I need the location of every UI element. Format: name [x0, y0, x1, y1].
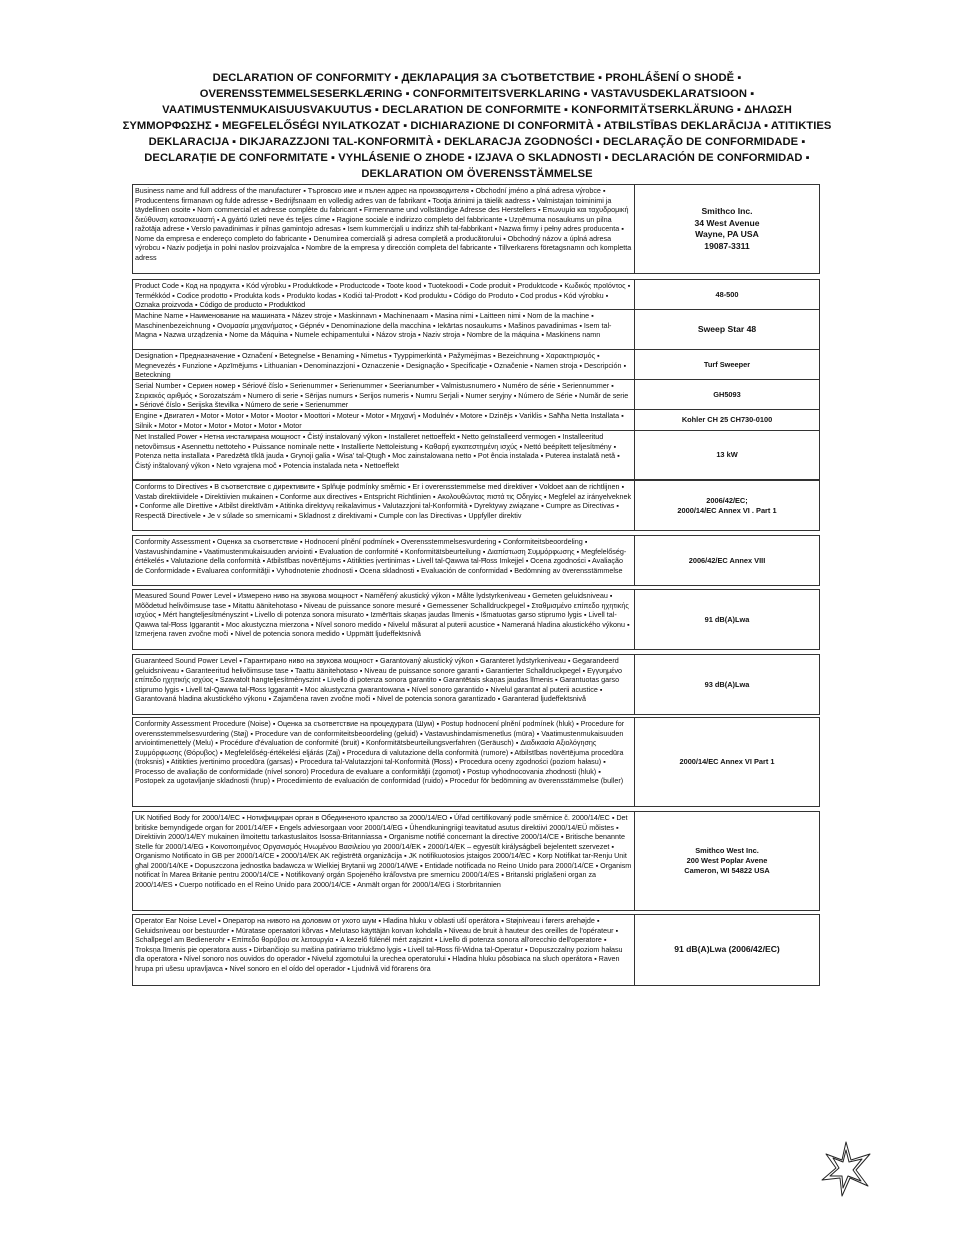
manufacturer-address: [635, 185, 819, 273]
product-table: [132, 279, 820, 480]
manufacturer-name: Smithco Inc.: [701, 206, 753, 216]
noise-procedure-row: [133, 718, 819, 806]
directive-noise: 2000/14/EC Annex VI . Part 1: [677, 505, 777, 515]
designation-value: Turf Sweeper: [703, 359, 751, 369]
guaranteed-sound-table: [132, 654, 820, 715]
directives-value: [635, 481, 819, 530]
manufacturer-row: [133, 185, 819, 273]
notified-body-name: Smithco West Inc.: [695, 846, 759, 855]
engine-row: [133, 409, 819, 430]
notified-body-label: UK Notified Body for 2000/14/EC ▪ Нотифициран орган в Обединеното кралство за 2000/14/ЕО ▪ Úřad certifikovaný podle směrnice č. 2000/14/EC ▪ Det britiske bemyndigede organ for 2001/14/EF ▪ Engels adviesorgaan voor 2000/14/EG ▪ Ühendkuningriigi teavitatud asutus direktiivi 2000/14/EÜ mõistes ▪ Direktiivin 2000/14/EY mukainen ilmoitettu tarkastuslaitos Isossa-Britanniassa ▪ Organisme notifié concernant la directive 2000/14/CE ▪ Britische benannte Stelle für 2000/14/EG ▪ Κοινοποιημένος Οργανισμός Ηνωμένου Βασιλείου για 2000/14/EK ▪ 2000/14/EK – egyesült királyságbeli bejelentett szervezet ▪ Organismo Notificato in GB per 2000/14/CE ▪ 2000/14/EK AK reģistrētā organizācija ▪ JK notifikuotosios įstaigos 2000/14/EC ▪ Korp Notifikat tar-Renju Unit għal 2000/14/KE ▪ Dopuszczona jednostka badawcza w Wielkiej Brytanii wg 2000/14/WE ▪ Entidade notificada no Reino Unido para 2000/14/CE ▪ Organism notificat în Marea Britanie pentru 2000/14/CE ▪ Notifikovaný orgán Spojeného kráľovstva pre smernicu 2000/14/ES ▪ Britanski priglašeni organ za 2000/14/ES ▪ Cuerpo notificado en el Reino Unido para 2000/14/CE ▪ Anmält organ för 2000/14/EG i Storbritannien: [133, 812, 635, 910]
document-title: DECLARATION OF CONFORMITY ▪ ДЕКЛАРАЦИЯ ЗА СЪОТВЕТСТВИЕ ▪ PROHLÁŠENÍ O SHODĚ ▪ OVERENSSTEMMELSESERKLÆRING ▪ CONFORMITEITSVERKLARING ▪ VASTAVUSDEKLARATSIOON ▪ VAATIMUSTENMUKAISUUSVAKUUTUS ▪ DECLARATION DE CONFORMITE ▪ KONFORMITÄTSERKLÄRUNG ▪ ΔΗΛΩΣΗ ΣΥΜΜΟΡΦΩΣΗΣ ▪ MEGFELELŐSÉGI NYILATKOZAT ▪ DICHIARAZIONE DI CONFORMITÀ ▪ ATBILSTĪBAS DEKLARĀCIJA ▪ ATITIKTIES DEKLARACIJA ▪ DIKJARAZZJONI TAL-KONFORMITÀ ▪ DEKLARACJA ZGODNOŚCI ▪ DECLARAÇÃO DE CONFORMIDADE ▪ DECLARAȚIE DE CONFORMITATE ▪ VYHLÁSENIE O ZHODE ▪ IZJAVA O SKLADNOSTI ▪ DECLARACIÓN DE CONFORMIDAD ▪ DEKLARATION OM ÖVERENSSTÄMMELSE: [122, 72, 832, 180]
operator-noise-row: [133, 915, 819, 985]
serial-number-label: Serial Number ▪ Сериен номер ▪ Sériové číslo ▪ Serienummer ▪ Serienummer ▪ Seerianumber ▪ Valmistusnumero ▪ Numéro de série ▪ Seriennummer ▪ Σειριακός αριθμός ▪ Sorozatszám ▪ Numero di serie ▪ Sērijas numurs ▪ Serijos numeris ▪ Numru Serjali ▪ Numer seryjny ▪ Número de Série ▪ Număr de serie ▪ Sériové číslo ▪ Serijska številka ▪ Número de serie ▪ Serienummer: [133, 380, 635, 409]
directives-row: [133, 481, 819, 530]
guaranteed-sound-value: 93 dB(A)Lwa: [704, 679, 750, 689]
product-code-value: 48-500: [715, 289, 739, 299]
noise-procedure-table: [132, 717, 820, 807]
assessment-label: Conformity Assessment ▪ Оценка за съответствие ▪ Hodnocení plnění podmínek ▪ Overensstemmelsesvurdering ▪ Conformiteitsbeoordeling ▪ Vastavushindamine ▪ Vaatimustenmukaisuuden arviointi ▪ Evaluation de conformité ▪ Konformitätsbeurteilung ▪ Διαπίστωση Συμμόρφωσης ▪ Megfelelőség-értékelés ▪ Valutazione della conformità ▪ Atbilstības novērtējums ▪ Atitikties įvertinimas ▪ Livell tal-Qawwa tal-Ħoss Imkejjel ▪ Ocena zgodności ▪ Avaliação de Conformidade ▪ Evaluarea conformităţii ▪ Vyhodnotenie zhodnosti ▪ Ocena skladnosti ▪ Evaluación de conformidad ▪ Bedömning av överensstämmelse: [133, 536, 635, 585]
assessment-table: [132, 535, 820, 586]
designation-label: Designation ▪ Предназначение ▪ Označení ▪ Betegnelse ▪ Benaming ▪ Nimetus ▪ Tyyppimerkintä ▪ Pažymėjimas ▪ Bezeichnung ▪ Χαρακτηρισμός ▪ Megnevezés ▪ Funzione ▪ Apzīmējums ▪ Lithuanian ▪ Denominazzjoni ▪ Oznaczenie ▪ Designação ▪ Specificaţie ▪ Označenie ▪ Namen stroja ▪ Descripción ▪ Beteckning: [133, 350, 635, 379]
assessment-value: 2006/42/EC Annex VIII: [688, 555, 766, 565]
operator-noise-value: 91 dB(A)Lwa (2006/42/EC): [674, 944, 780, 955]
manufacturer-label: Business name and full address of the manufacturer ▪ Търговско име и пълен адрес на производителя ▪ Obchodní jméno a plná adresa výrobce ▪ Producentens firmanavn og fulde adresse ▪ Bedrijfsnaam en volledig adres van de fabrikant ▪ Tootja ärinimi ja täielik aadress ▪ Valmistajan toiminimi ja täydellinen osoite ▪ Nom commercial et adresse complète du fabricant ▪ Firmenname und vollständige Adresse des Herstellers ▪ Επωνυμία και ταχυδρομική διεύθυνση κατασκευαστή ▪ A gyártó üzleti neve és teljes címe ▪ Ragione sociale e indirizzo completo del fabbricante ▪ Uzņēmuma nosaukums un pilna ražotāja adrese ▪ Verslo pavadinimas ir pilnas gamintojo adresas ▪ Isem kummerċjali u indirizz sħiħ tal-fabbrikant ▪ Nazwa firmy i pełny adres producenta ▪ Nome da empresa e endereço completo do fabricante ▪ Denumirea comercială şi adresa completă a producătorului ▪ Obchodný názov a úplná adresa výrobcu ▪ Naziv podjetja in polni naslov proizvajalca ▪ Nombre de la empresa y dirección completa del fabricante ▪ Tillverkarens företagsnamn och kompletta adress: [133, 185, 635, 273]
star-logo-icon: [820, 1140, 872, 1198]
noise-procedure-value: 2000/14/EC Annex VI Part 1: [679, 757, 775, 766]
engine-value: Kohler CH 25 CH730-0100: [681, 415, 773, 424]
operator-noise-label: Operator Ear Noise Level ▪ Оператор на нивото на доловим от ухото шум ▪ Hladina hluku v oblasti uší operátora ▪ Støjniveau i førers ørehøjde ▪ Geluidsniveau oor bestuurder ▪ Müratase operaatori kõrvas ▪ Melutaso käyttäjän korvan kohdalla ▪ Niveau de bruit à hauteur des oreilles de l'opérateur ▪ Schallpegel am Bedienerohr ▪ Επίπεδο θορύβου σε λειτουργία ▪ A kezelő fülénél mért zajszint ▪ Livello di potenza sonora all'orecchio dell'operatore ▪ Troksņa līmenis pie operatora auss ▪ Dirbančiojo su mašina patiriamo triukšmo lygis ▪ Livell tal-Ħoss fil-Widna tal-Operatur ▪ Dopuszczalny poziom hałasu dla operatora ▪ Nível sonoro nos ouvidos do operador ▪ Nivelul zgomotului la urechea operatorului ▪ Hladina hluku pôsobiaca na sluch operátora ▪ Raven hrupa pri ušesu upravljavca ▪ Nivel sonoro en el oído del operador ▪ Ljudnivå vid förarens öra: [133, 915, 635, 985]
engine-label: Engine ▪ Двигател ▪ Motor ▪ Motor ▪ Motor ▪ Mootor ▪ Moottori ▪ Moteur ▪ Motor ▪ Μηχανή ▪ Modulnév ▪ Motore ▪ Dzinējs ▪ Variklis ▪ Saħħa Netta Installata ▪ Silnik ▪ Motor ▪ Motor ▪ Motor ▪ Motor ▪ Motor ▪ Motor: [133, 410, 635, 430]
guaranteed-sound-row: [133, 655, 819, 714]
designation-row: [133, 349, 819, 379]
manufacturer-street: 34 West Avenue: [694, 217, 760, 228]
notified-body-table: [132, 811, 820, 911]
net-power-value: 13 kW: [716, 450, 738, 459]
guaranteed-sound-label: Guaranteed Sound Power Level ▪ Гарантирано ниво на звукова мощност ▪ Garantovaný akustický výkon ▪ Garanteret lydstyrkeniveau ▪ Gegarandeerd geluidsniveau ▪ Garanteeritud helivõimsuse tase ▪ Taattu äänitehotaso ▪ Niveau de puissance sonore garanti ▪ Garantierter Schalldruckpegel ▪ Εγγυημένο επίπεδο ηχητικής ισχύος ▪ Szavatolt hangteljesítményszint ▪ Livello di potenza sonora garantito ▪ Garantētais skaņas jaudas līmenis ▪ Garantuotas garso stiprumo lygis ▪ Livell tal-Qawwa tal-Ħoss Iggarantit ▪ Moc akustyczna gwarantowana ▪ Nível sonoro garantido ▪ Nivelul garantat al puterii acustice ▪ Garantovaná hladina akustického výkonu ▪ Zajamčena raven zvočne moči ▪ Nivel de potencia sonora garantizado ▪ Garanterad ljudeffektsnivå: [133, 655, 635, 714]
machine-name-label: Machine Name ▪ Наименование на машината ▪ Název stroje ▪ Maskinnavn ▪ Machinenaam ▪ Masina nimi ▪ Laitteen nimi ▪ Nom de la machine ▪ Maschinenbezeichnung ▪ Ονομασία μηχανήματος ▪ Gépnév ▪ Denominazione della macchina ▪ Iekārtas nosaukums ▪ Mašinos pavadinimas ▪ Isem tal-Magna ▪ Nazwa urządzenia ▪ Nome da Máquina ▪ Numele echipamentului ▪ Názov stroja ▪ Naziv stroja ▪ Nombre de la máquina ▪ Maskinens namn: [133, 310, 635, 349]
net-power-row: [133, 430, 819, 479]
serial-number-row: [133, 379, 819, 409]
manufacturer-zip: 19087-3311: [704, 240, 750, 251]
notified-body-row: [133, 812, 819, 910]
net-power-label: Net Installed Power ▪ Нетна инсталирана мощност ▪ Čistý instalovaný výkon ▪ Installeret nettoeffekt ▪ Netto geïnstalleerd vermogen ▪ Installeeritud netovõimsus ▪ Asennettu nettoteho ▪ Puissance nominale nette ▪ Installierte Nettoleistung ▪ Καθαρή εγκατεστημένη ισχύς ▪ Nettó beépített teljesítmény ▪ Potenza netta installata ▪ Paredzētā tīklā jauda ▪ Grynoji galia ▪ Wisa' tal-Qtugħ ▪ Moc zainstalowana netto ▪ Pot ência instalada ▪ Puterea instalată netă ▪ Čistý inštalovaný výkon ▪ Neto vgrajena moč ▪ Potencia instalada neta ▪ Nettoeffekt: [133, 431, 635, 479]
manufacturer-table: [132, 184, 820, 274]
assessment-row: [133, 536, 819, 585]
manufacturer-city: Wayne, PA USA: [695, 229, 759, 239]
measured-sound-label: Measured Sound Power Level ▪ Измерено ниво на звукова мощност ▪ Naměřený akustický výkon ▪ Målte lydstyrkeniveau ▪ Gemeten geluidsniveau ▪ Mõõdetud helivõimsuse tase ▪ Mitattu äänitehotaso ▪ Niveau de puissance sonore mesuré ▪ Gemessener Schalldruckpegel ▪ Σταθμισμένο επίπεδο ηχητικής ισχύος ▪ Mért hangteljesítményszint ▪ Livello di potenza sonora misurato ▪ Izmērītais skaņas jaudas līmenis ▪ Išmatuotas garso stiprumo lygis ▪ Livell tal-Qawwa tal-Ħoss Iggarantit ▪ Moc akustyczna mierzona ▪ Nível sonoro medido ▪ Nivelul măsurat al puterii acustice ▪ Nameraná hladina akustického výkonu ▪ Izmerjena raven zvočne moči ▪ Nivel de potencia sonora medido ▪ Uppmätt ljudeffektsnivå: [133, 590, 635, 649]
noise-procedure-label: Conformity Assessment Procedure (Noise) ▪ Оценка за съответствие на процедурата (Шум) ▪ Postup hodnocení plnění podmínek (hluk) ▪ Procedure for overensstemmelsesvurdering (Støj) ▪ Procedure van de conformiteitsbeoordeling (geluid) ▪ Vastavushindamismenetlus (müra) ▪ Vaatimustenmukaisuuden arviointimenettely (Melu) ▪ Procédure d'évaluation de conformité (bruit) ▪ Konformitätsbeurteilungsverfahren (Geräusch) ▪ Διαδικασία Αξιολόγησης Συμμόρφωσης (Θόρυβος) ▪ Megfelelőség-értékelési eljárás (Zaj) ▪ Procedura di valutazione della conformità (rumore) ▪ Atbilstības novērtējuma procedūra (troksnis) ▪ Atitikties įvertinimo procedūra (garsas) ▪ Procedura tal-Valutazzjoni tal-Konformità (Ħoss) ▪ Procedura oceny zgodności (poziom hałasu) ▪ Processo de avaliação de conformidade (nível sonoro) Procedura de evaluare a conformităţii (zgomot) ▪ Postup vyhodnocovania zhodnosti (hluk) ▪ Postopek za ugotavljanje skladnosti (hrup) ▪ Procedimiento de evaluación de conformidad (ruido) ▪ Procedur för bedömning av överensstämmelse (buller): [133, 718, 635, 806]
measured-sound-row: [133, 590, 819, 649]
directive-machinery: 2006/42/EC;: [706, 495, 748, 505]
machine-name-row: [133, 309, 819, 349]
directives-table: [132, 480, 820, 531]
serial-number-value: GH5093: [713, 389, 741, 399]
measured-sound-table: [132, 589, 820, 650]
notified-body-address: [635, 812, 819, 910]
measured-sound-value: 91 dB(A)Lwa: [704, 614, 750, 624]
notified-body-street: 200 West Poplar Avene: [686, 856, 768, 865]
product-code-label: Product Code ▪ Код на продукта ▪ Kód výrobku ▪ Produktkode ▪ Productcode ▪ Toote kood ▪ Tuotekoodi ▪ Code produit ▪ Produktcode ▪ Κωδικός προϊόντος ▪ Termékkód ▪ Codice prodotto ▪ Produkta kods ▪ Produkto kodas ▪ Kodiċi tal-Prodott ▪ Kod produktu ▪ Código do Produto ▪ Cod produs ▪ Kód výrobku ▪ Oznaka proizvoda ▪ Código de producto ▪ Produktkod: [133, 280, 635, 309]
notified-body-city: Cameron, WI 54822 USA: [684, 866, 770, 875]
operator-noise-table: [132, 914, 820, 986]
directives-label: Conforms to Directives ▪ В съответствие с директивите ▪ Splňuje podmínky směrnic ▪ Er i overensstemmelse med direktiver ▪ Voldoet aan de richtlijnen ▪ Vastab direktiividele ▪ Direktiivien mukainen ▪ Conforme aux directives ▪ Entspricht Richtlinien ▪ Ακολουθώντας πιστά τις Οδηγίες ▪ Megfelel az irányelveknek ▪ Conforme alle Direttive ▪ Atbilst direktīvām ▪ Atitinka direktyvų reikalavimus ▪ Valutazzjoni tal-Konformità ▪ Dyrektywy związane ▪ Cumpre as Directivas ▪ Respectă Directivele ▪ Je v súlade so smernicami ▪ Skladnost z direktivami ▪ Cumple con las Directivas ▪ Uppfyller direktiv: [133, 481, 635, 530]
machine-name-value: Sweep Star 48: [697, 323, 757, 334]
product-code-row: [133, 280, 819, 309]
